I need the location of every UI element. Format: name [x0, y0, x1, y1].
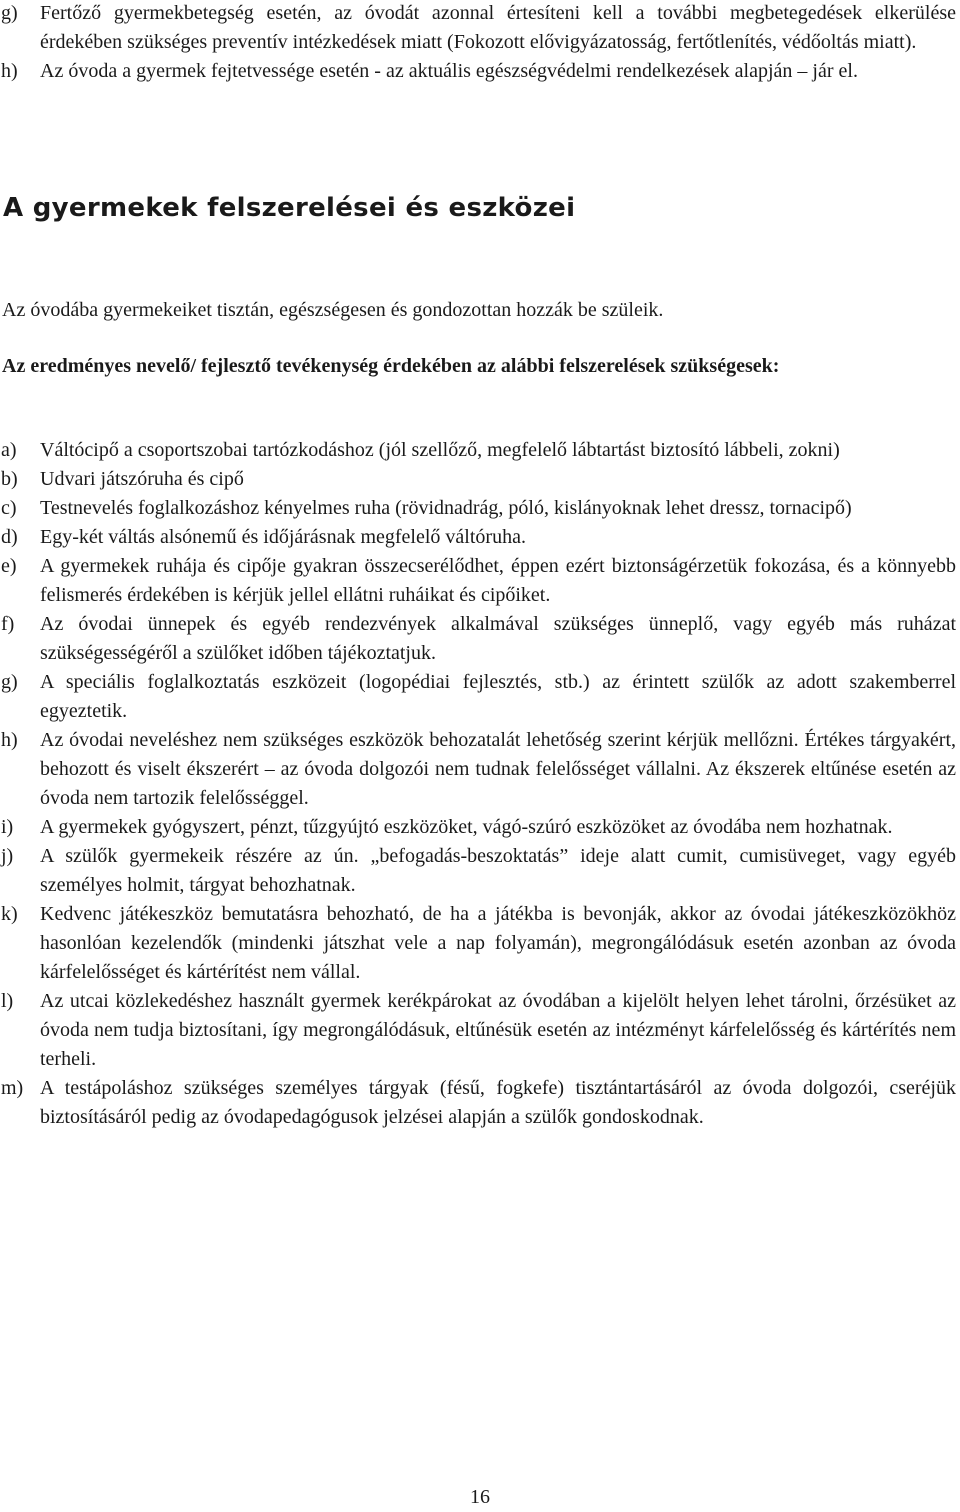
list-item: [0, 610, 956, 668]
equipment-list: [0, 436, 956, 1132]
list-item-label: j): [1, 845, 14, 867]
list-item-label: m): [1, 1077, 24, 1099]
list-item-text: Az utcai közlekedéshez használt gyermek kerékpárokat az óvodában a kijelölt helyen lehet tárolni, őrzésüket az óvoda nem tudja biztosítani, így megrongálódásuk, eltűnésük esetén az intézményt kárfelelősség és kártérítés nem terheli.: [40, 990, 956, 1070]
list-item-text: A gyermekek gyógyszert, pénzt, tűzgyújtó eszközöket, vágó-szúró eszközöket az óvodába nem hozhatnak.: [40, 816, 893, 838]
list-item: [0, 0, 956, 57]
list-item-text: Egy-két váltás alsónemű és időjárásnak megfelelő váltóruha.: [40, 526, 526, 548]
list-item: [0, 842, 956, 900]
previous-rules-list: [0, 0, 956, 86]
list-item-label: c): [1, 497, 17, 519]
list-item: [0, 987, 956, 1074]
list-item-text: Váltócipő a csoportszobai tartózkodáshoz (jól szellőző, megfelelő lábtartást biztosító lábbeli, zokni): [40, 439, 840, 461]
list-item-text: Az óvodai ünnepek és egyéb rendezvények alkalmával szükséges ünneplő, vagy egyéb más ruházat szükségességéről a szülőket időben tájékoztatjuk.: [40, 613, 956, 664]
list-item-label: f): [1, 613, 15, 635]
list-item: [0, 726, 956, 813]
list-item-text: Testnevelés foglalkozáshoz kényelmes ruha (rövidnadrág, póló, kislányoknak lehet dressz, tornacipő): [40, 497, 852, 519]
list-item-text: Udvari játszóruha és cipő: [40, 468, 244, 490]
list-item-label: g): [1, 671, 18, 693]
list-item-label: h): [1, 60, 18, 82]
list-item-text: A speciális foglalkoztatás eszközeit (logopédiai fejlesztés, stb.) az érintett szülők az adott szakemberrel egyeztetik.: [40, 671, 956, 722]
list-item-text: A szülők gyermekeik részére az ún. „befogadás-beszoktatás” ideje alatt cumit, cumisüveget, vagy egyéb személyes holmit, tárgyat behozhatnak.: [40, 845, 956, 896]
list-item-text: A gyermekek ruhája és cipője gyakran összecserélődhet, éppen ezért biztonságérzetük fokozása, és a könnyebb felismerés érdekében is kérjük jellel ellátni ruháikat és cipőiket.: [40, 555, 956, 606]
list-item-label: g): [1, 2, 18, 24]
list-item-text: Kedvenc játékeszköz bemutatásra behozható, de ha a játékba is bevonják, akkor az óvodai játékeszközökhöz hasonlóan kezelendők (mindenki játszhat vele a nap folyamán), megrongálódásuk esetén azonban az óvoda kárfelelősséget és kártérítést nem vállal.: [40, 903, 956, 983]
list-item-text: Fertőző gyermekbetegség esetén, az óvodát azonnal értesíteni kell a további megbetegedések elkerülése érdekében szükséges preventív intézkedések miatt (Fokozott elővigyázatosság, fertőtlenítés, védőoltás miatt).: [40, 2, 956, 53]
list-item: [0, 668, 956, 726]
section-heading: A gyermekek felszerelései és eszközei: [3, 193, 576, 223]
list-item-label: a): [1, 439, 17, 461]
list-item-label: i): [1, 816, 14, 838]
list-item: [0, 900, 956, 987]
intro-sentence: Az óvodába gyermekeiket tisztán, egészségesen és gondozottan hozzák be szüleik.: [2, 299, 664, 321]
list-item: [0, 465, 956, 494]
list-item: [0, 494, 956, 523]
list-item-label: e): [1, 555, 17, 577]
list-item-label: h): [1, 729, 18, 751]
page-number: 16: [470, 1486, 490, 1508]
list-item-text: Az óvoda a gyermek fejtetvessége esetén - az aktuális egészségvédelmi rendelkezések alapján – jár el.: [40, 60, 858, 82]
list-item: [0, 523, 956, 552]
list-item: [0, 1074, 956, 1132]
list-item-label: b): [1, 468, 18, 490]
requirement-sentence: Az eredményes nevelő/ fejlesztő tevékenység érdekében az alábbi felszerelések szükségesek:: [2, 355, 780, 377]
list-item: [0, 813, 956, 842]
list-item-label: k): [1, 903, 18, 925]
list-item: [0, 57, 956, 86]
list-item-label: d): [1, 526, 18, 548]
list-item-text: Az óvodai neveléshez nem szükséges eszközök behozatalát lehetőség szerint kérjük mellőzni. Értékes tárgyakért, behozott és viselt ékszerért – az óvoda dolgozói nem tudnak felelősséget vállalni. Az ékszerek eltűnése esetén az óvoda nem tartozik felelősséggel.: [40, 729, 956, 809]
list-item: [0, 436, 956, 465]
list-item-label: l): [1, 990, 14, 1012]
list-item-text: A testápoláshoz szükséges személyes tárgyak (fésű, fogkefe) tisztántartásáról az óvoda dolgozói, cseréjük biztosításáról pedig az óvodapedagógusok jelzései alapján a szülők gondoskodnak.: [40, 1077, 956, 1128]
list-item: [0, 552, 956, 610]
